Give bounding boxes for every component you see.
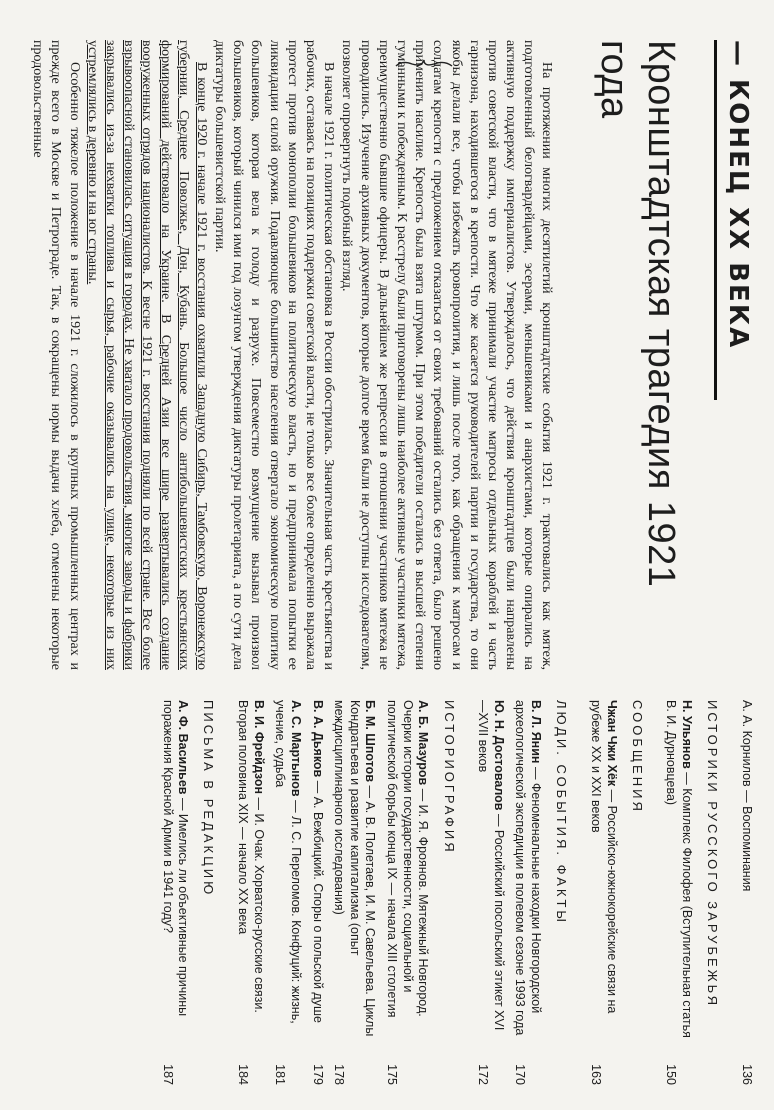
entry-page: 184 <box>236 1064 251 1085</box>
entry-page: 150 <box>664 1064 679 1085</box>
section-heading: ЛЮДИ. СОБЫТИЯ. ФАКТЫ <box>554 700 570 925</box>
article-paragraph-3: В конце 1920 г. начале 1921 г. восстания охватили Западную Сибирь, Тамбовскую, Воронежскую губернии, Среднее Поволжье, Дон, Кубань. Большое число антибольшевистских крестьянских формирований действовало на Украине. В Средней Азии все шире развертывались создание вооруженных отрядов националистов. К весне 1921 г. восстания подняли по всей стране. Все более взрывоопасной становилась ситуация в городах. Не хватало продовольствия, многие заводы и фабрики закрывались из-за нехватки топлива и сырья, рабочие оказывались на улице, некоторые из них устремлялись в деревню и на юг страны. <box>84 40 209 670</box>
toc-section-reports <box>587 700 645 1085</box>
toc-entry <box>512 700 543 1085</box>
entry-title: — И. Очак. Хорватско-русские связи. Вторая половина XIX — начало XX века <box>236 700 266 1013</box>
entry-author: В. Л. Янин <box>529 700 544 764</box>
entry-title: — А. Вежбицкий. Споры о польской душе <box>310 780 325 1023</box>
toc-entry <box>587 700 618 1085</box>
section-heading: ПИСЬМА В РЕДАКЦИЮ <box>201 700 217 898</box>
toc-first-entry-page: 136 <box>740 1064 754 1085</box>
article-paragraph-4: Особенно тяжелое положение в начале 1921 г. сложилось в крупных промышленных центрах и прежде всего в Москве и Петрограде. Так, в сокращены нормы выдачи хлеба, отменены некоторые продовольственные <box>30 40 82 670</box>
entry-title: — Л. С. Переломов. Конфуций: жизнь, учение, судьба <box>273 700 303 1024</box>
section-heading: ИСТОРИКИ РУССКОГО ЗАРУБЕЖЬЯ <box>705 700 721 1009</box>
toc-section-people <box>475 700 570 1085</box>
entry-author: А. Б. Мазуров <box>416 700 431 786</box>
article-body <box>28 40 555 670</box>
toc-first-entry <box>738 700 754 1085</box>
entry-author: А. С. Мартынов <box>289 700 303 797</box>
toc-entry <box>309 700 325 1085</box>
entry-author: В. А. Дьяков <box>310 700 325 778</box>
toc-entry <box>159 700 190 1085</box>
toc-entry <box>235 700 266 1085</box>
toc-entry <box>272 700 303 1085</box>
entry-title: — Имелись ли объективные причины поражения Красной Армии в 1941 году? <box>160 700 191 1017</box>
entry-author: Н. Ульянов <box>680 700 695 769</box>
toc-section-historiography <box>235 700 457 1085</box>
toc-entry <box>331 700 378 1085</box>
toc-first-entry-text: А. А. Корнилов — Воспоминания <box>740 700 754 892</box>
entry-page: 163 <box>589 1064 603 1085</box>
toc-entry <box>475 700 506 1085</box>
entry-page: 181 <box>273 1064 288 1085</box>
section-heading: СООБЩЕНИЯ <box>629 700 645 814</box>
entry-title: — Комплекс Филофея (Вступительная статья В. И. Дурновцева) <box>664 700 695 1038</box>
entry-page: 178 <box>332 1064 347 1085</box>
article-title: Кронштадтская трагедия 1921 года <box>593 40 683 588</box>
entry-title: — А. В. Полетаев, И. М. Савельева. Циклы Кондратьева и развитие капитализма (опыт междисциплинарного исследования) <box>332 700 378 1037</box>
handwritten-bracket-mark <box>394 58 454 68</box>
entry-author: Чжан Чжи Хёк <box>604 700 619 787</box>
entry-page: 170 <box>513 1064 528 1085</box>
toc-section-letters <box>159 700 217 1085</box>
entry-author: Ю. Н. Достовалов <box>491 700 506 811</box>
toc-entry <box>663 700 694 1085</box>
entry-author: В. И. Фрейдзон <box>251 700 266 795</box>
entry-title: — И. Я. Фроянов. Мятежный Новгород. Очерки истории государственности, социальной и политической борьбы конца IX — начала XIII столетия <box>385 700 431 1018</box>
article-paragraph-2: В начале 1921 г. политическая обстановка в России обострилась. Значительная часть крестьянства и рабочих, оставаясь на позициях поддержки советской власти, не только все более определенно выражала протест против монополии большевиков на политическую власть, но и предпринимала попытки ее ликвидации силой оружия. Подавляющее большинство населения отвергало экономическую политику большевиков, которая вела к голоду и разрухе. Повсеместно возмущение вызывал произвол большевиков, который чинился ими под лозунгом утверждения диктатуры пролетариата, а по сути дела диктатуры большевистской партии. <box>212 40 337 670</box>
contents-column <box>20 700 754 1085</box>
article-paragraph-1: На протяжении многих десятилетий кронштадтские события 1921 г. трактовались как мятеж, подготовленный белогвардейцами, эсерами, меньшевиками и анархистами, которые опирались на активную поддержку империалистов. Утверждалось, что действия кронштадтцев были направлены против советской власти, что в мятеже принимали участие матросы отдельных кораблей и часть гарнизона, находившегося в крепости. Что же касается руководителей партии и государства, то они якобы делали все, чтобы избежать кровопролития, и лишь после того, как обращения к матросам и солдатам крепости с предложением отказаться от своих требований остались без ответа, было решено применить насилие. Крепость была взята штурмом. При этом победители остались в высшей степени гуманными к побежденным. К расстрелу были приговорены лишь наиболее активные участники мятежа, преимущественно бывшие офицеры. В дальнейшем же репрессии в отношении участников мятежа не проводились. Изучение архивных документов, которые долгое время были не доступны исследователям, позволяет опровергнуть подобный взгляд. <box>339 40 555 670</box>
section-heading: ИСТОРИОГРАФИЯ <box>441 700 457 855</box>
running-head: — КОНЕЦ XX ВЕКА <box>715 40 755 400</box>
entry-title: — Российско-южнокорейские связи на рубеже XX и XXI веков <box>589 700 619 1014</box>
entry-author: Б. М. Шпотов <box>363 700 378 783</box>
entry-title: — Российский посольский этикет XVI—XVII веков <box>476 700 506 1031</box>
toc-section-historians <box>663 700 721 1085</box>
entry-page: 175 <box>385 1064 400 1085</box>
toc-entry <box>384 700 431 1085</box>
entry-page: 187 <box>160 1064 175 1085</box>
entry-page: 179 <box>310 1064 325 1085</box>
entry-title: — Феноменальные находки Новгородской археологической экспедиции в полевом сезоне 1993 года <box>513 700 544 1036</box>
article-column <box>20 40 754 670</box>
entry-page: 172 <box>476 1064 491 1085</box>
entry-author: А. Ф. Васильев <box>176 700 191 795</box>
